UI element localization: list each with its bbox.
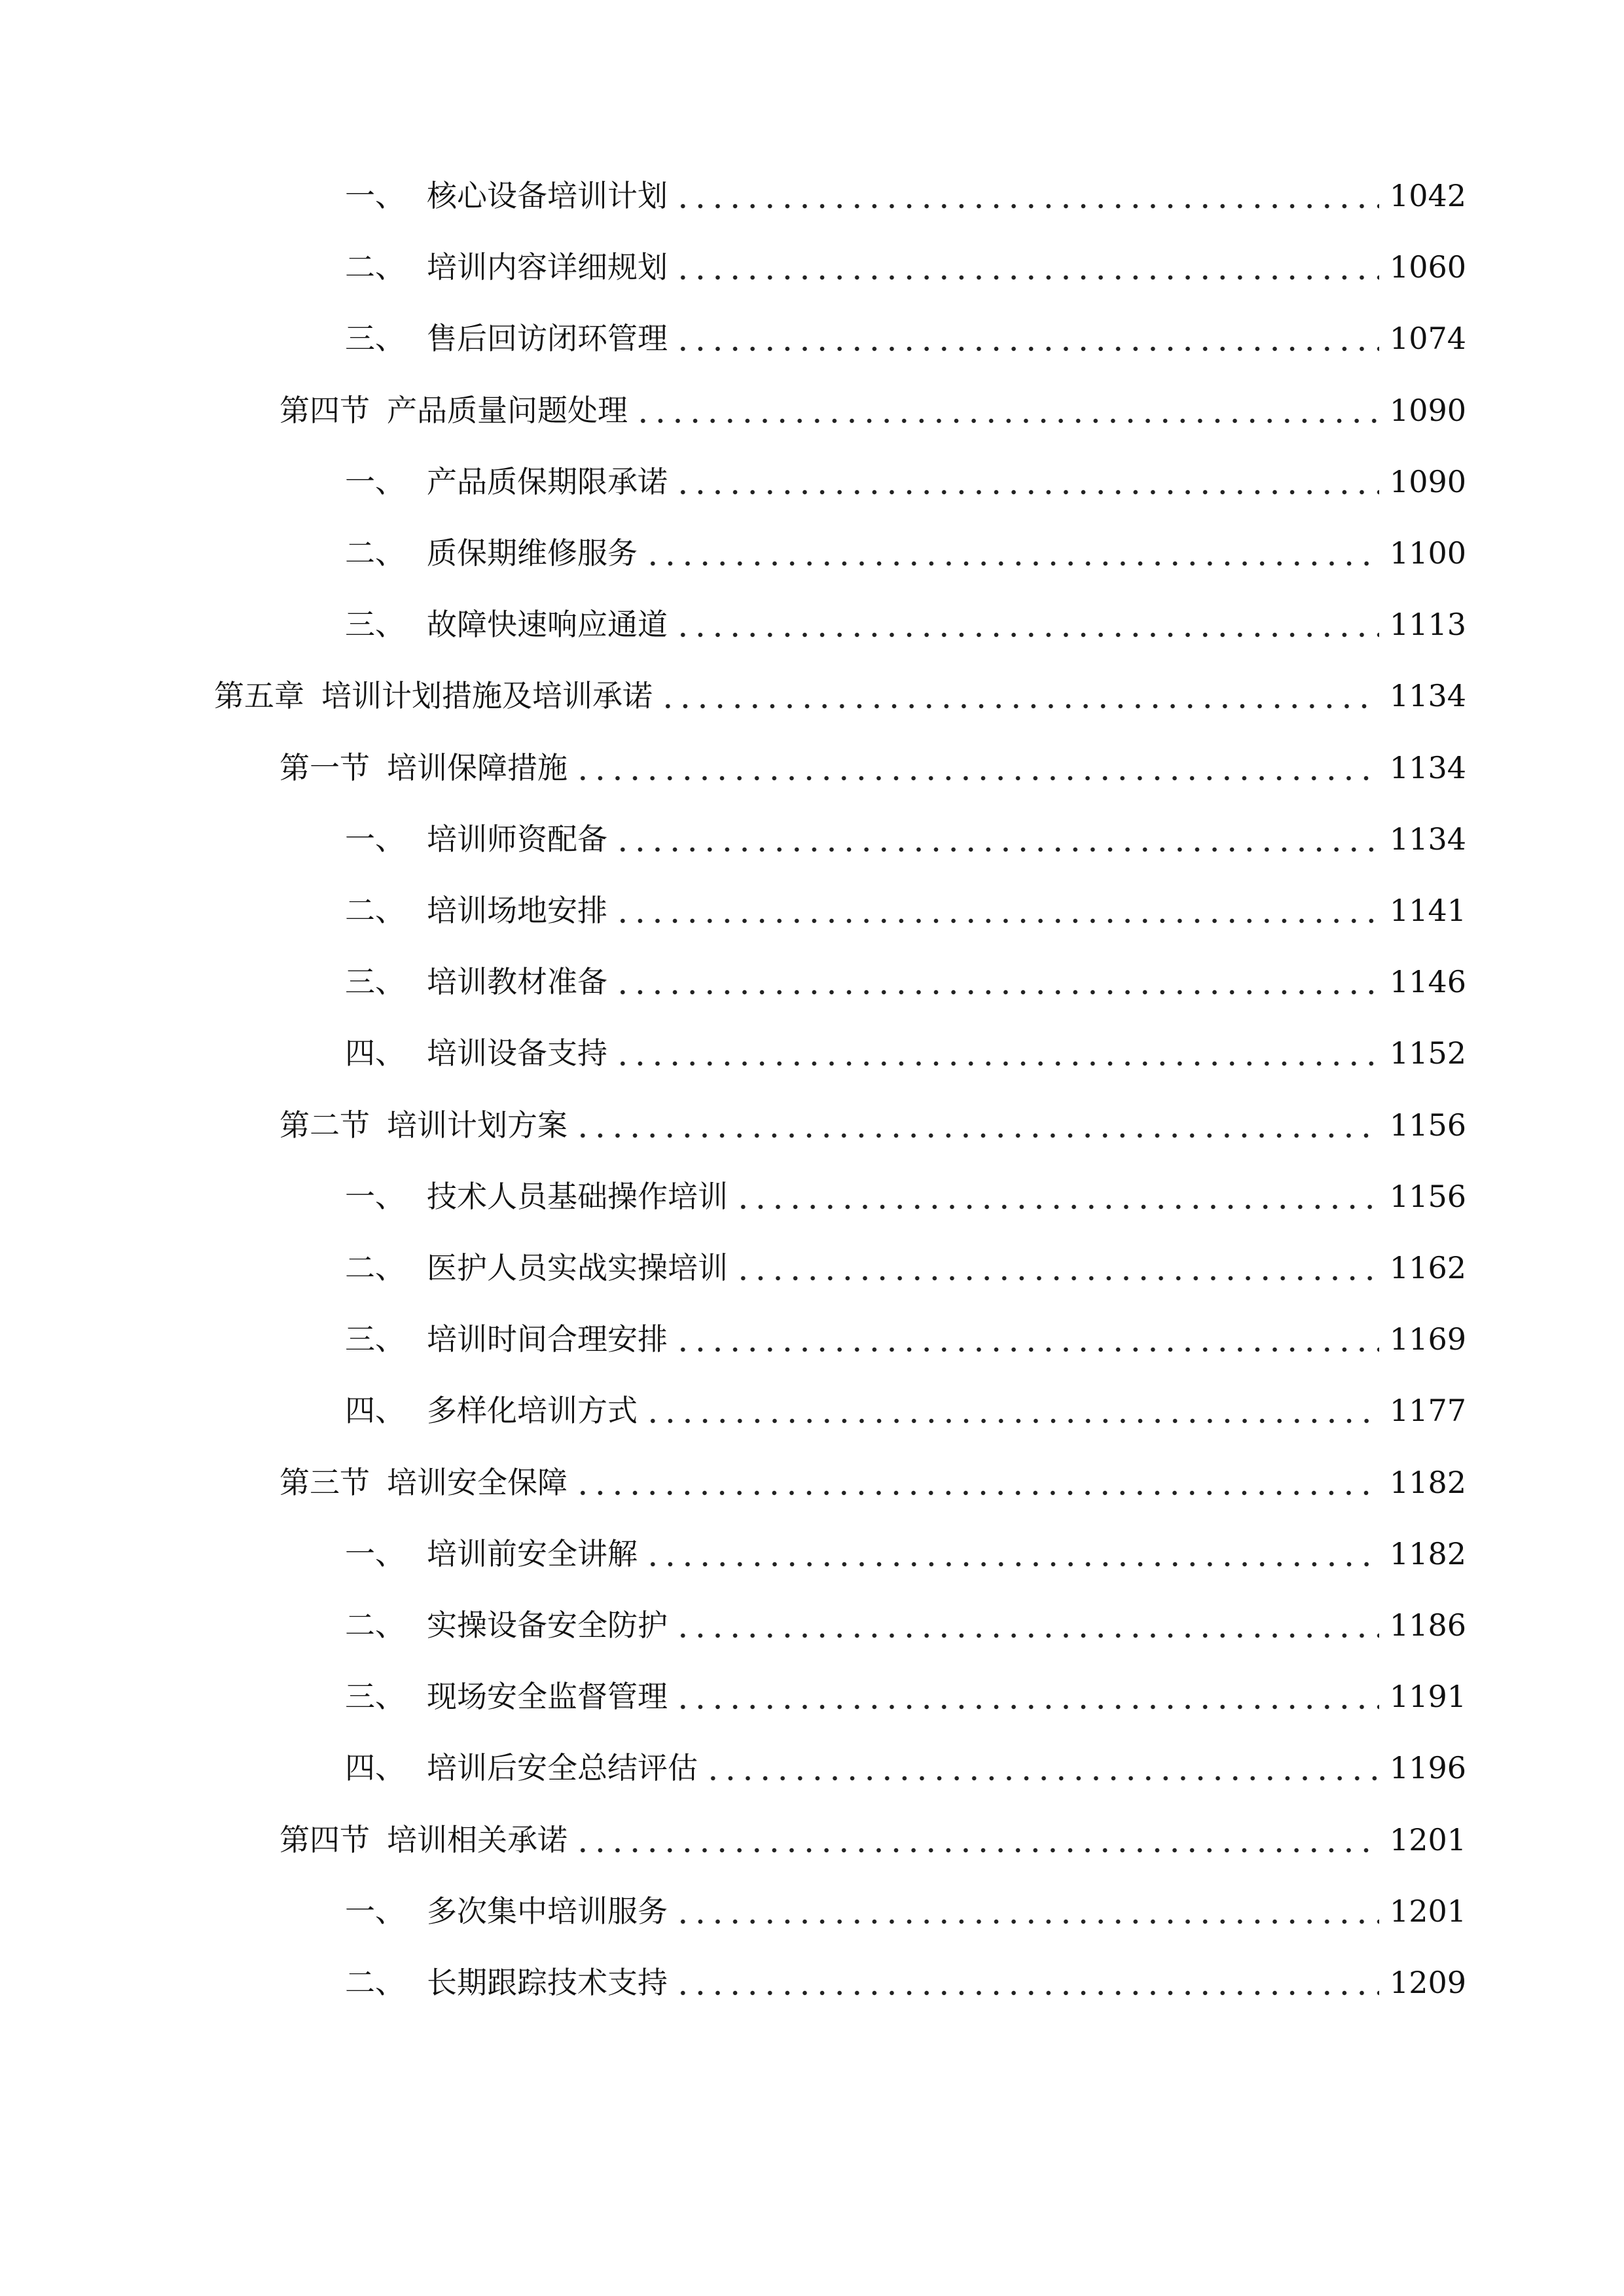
toc-entry-title: 培训内容详细规划 <box>427 249 668 285</box>
toc-entry-title: 培训相关承诺 <box>387 1821 568 1857</box>
toc-dot-leader <box>644 530 1379 576</box>
toc-entry-title: 培训后安全总结评估 <box>427 1750 698 1786</box>
toc-dot-leader <box>674 244 1379 290</box>
toc-entry[interactable] <box>280 1817 1466 1863</box>
toc-dot-leader <box>674 459 1379 505</box>
toc-entry[interactable] <box>345 1960 1466 2005</box>
toc-entry-title: 培训保障措施 <box>387 749 568 785</box>
toc-entry-title: 产品质保期限承诺 <box>427 463 668 499</box>
toc-entry-number: 二、 <box>345 1607 405 1643</box>
toc-entry-number: 第五章 <box>214 678 304 714</box>
toc-dot-leader <box>674 1674 1379 1719</box>
toc-entry[interactable] <box>345 1245 1466 1291</box>
toc-dot-leader <box>734 1245 1379 1291</box>
toc-dot-leader <box>614 816 1379 862</box>
toc-entry[interactable] <box>345 173 1466 219</box>
toc-entry-page-number: 1090 <box>1389 463 1466 499</box>
toc-entry[interactable] <box>345 1316 1466 1362</box>
toc-entry[interactable] <box>345 1030 1466 1076</box>
toc-entry-title: 培训场地安排 <box>427 893 607 928</box>
toc-entry[interactable] <box>280 1102 1466 1148</box>
toc-dot-leader <box>644 1388 1379 1433</box>
toc-dot-leader <box>644 1531 1379 1577</box>
toc-entry-number: 一、 <box>345 1535 405 1571</box>
toc-dot-leader <box>574 1460 1379 1505</box>
toc-dot-leader <box>704 1745 1379 1791</box>
toc-entry-title: 长期跟踪技术支持 <box>427 1965 668 2000</box>
toc-entry-title: 质保期维修服务 <box>427 535 638 571</box>
toc-dot-leader <box>574 745 1379 791</box>
toc-entry-number: 二、 <box>345 535 405 571</box>
toc-dot-leader <box>614 959 1379 1005</box>
toc-entry-page-number: 1201 <box>1389 1821 1466 1857</box>
toc-entry-title: 售后回访闭环管理 <box>427 321 668 357</box>
toc-entry-title: 培训计划措施及培训承诺 <box>321 678 653 714</box>
toc-entry-number: 一、 <box>345 821 405 857</box>
toc-entry-page-number: 1100 <box>1389 535 1466 571</box>
toc-entry-page-number: 1141 <box>1389 893 1466 928</box>
toc-entry-number: 一、 <box>345 463 405 499</box>
toc-entry-page-number: 1134 <box>1389 749 1466 785</box>
toc-entry-title: 医护人员实战实操培训 <box>427 1250 728 1285</box>
toc-entry-page-number: 1152 <box>1389 1035 1466 1071</box>
toc-entry-number: 二、 <box>345 1250 405 1285</box>
toc-entry-page-number: 1182 <box>1389 1464 1466 1500</box>
toc-entry[interactable] <box>345 530 1466 576</box>
toc-entry[interactable] <box>345 1888 1466 1934</box>
toc-entry-page-number: 1196 <box>1389 1750 1466 1786</box>
toc-entry-title: 产品质量问题处理 <box>387 392 628 428</box>
toc-entry[interactable] <box>345 1531 1466 1577</box>
toc-entry[interactable] <box>345 888 1466 933</box>
toc-entry-page-number: 1060 <box>1389 249 1466 285</box>
toc-entry-page-number: 1182 <box>1389 1535 1466 1571</box>
toc-entry-page-number: 1134 <box>1389 678 1466 714</box>
toc-entry-title: 培训教材准备 <box>427 964 607 1000</box>
toc-entry[interactable] <box>345 1674 1466 1719</box>
toc-entry-number: 一、 <box>345 1893 405 1929</box>
toc-entry[interactable] <box>214 673 1466 719</box>
toc-entry-number: 一、 <box>345 1178 405 1214</box>
toc-entry[interactable] <box>280 387 1466 433</box>
toc-entry-number: 四、 <box>345 1393 405 1429</box>
toc-entry-number: 四、 <box>345 1035 405 1071</box>
toc-entry-title: 实操设备安全防护 <box>427 1607 668 1643</box>
toc-entry[interactable] <box>345 244 1466 290</box>
toc-entry-number: 第二节 <box>280 1107 370 1143</box>
toc-entry[interactable] <box>345 1388 1466 1433</box>
toc-entry-number: 四、 <box>345 1750 405 1786</box>
toc-entry-number: 第三节 <box>280 1464 370 1500</box>
toc-entry-page-number: 1169 <box>1389 1321 1466 1357</box>
toc-entry-page-number: 1177 <box>1389 1393 1466 1429</box>
toc-entry[interactable] <box>345 816 1466 862</box>
toc-entry-title: 现场安全监督管理 <box>427 1679 668 1715</box>
toc-entry-page-number: 1146 <box>1389 964 1466 1000</box>
toc-entry-number: 一、 <box>345 178 405 213</box>
toc-dot-leader <box>674 315 1379 361</box>
toc-entry-page-number: 1186 <box>1389 1607 1466 1643</box>
toc-entry-title: 故障快速响应通道 <box>427 607 668 643</box>
toc-entry[interactable] <box>345 1745 1466 1791</box>
toc-entry-page-number: 1074 <box>1389 321 1466 357</box>
toc-entry-page-number: 1042 <box>1389 178 1466 213</box>
toc-entry-title: 培训前安全讲解 <box>427 1535 638 1571</box>
toc-entry-number: 第一节 <box>280 749 370 785</box>
toc-entry-number: 三、 <box>345 607 405 643</box>
toc-entry[interactable] <box>345 315 1466 361</box>
toc-entry-title: 技术人员基础操作培训 <box>427 1178 728 1214</box>
toc-dot-leader <box>614 1030 1379 1076</box>
toc-entry-number: 三、 <box>345 1679 405 1715</box>
toc-entry-page-number: 1156 <box>1389 1107 1466 1143</box>
toc-dot-leader <box>674 173 1379 219</box>
toc-entry-number: 三、 <box>345 321 405 357</box>
toc-dot-leader <box>674 1960 1379 2005</box>
toc-entry-title: 培训设备支持 <box>427 1035 607 1071</box>
toc-dot-leader <box>659 673 1379 719</box>
toc-entry-page-number: 1162 <box>1389 1250 1466 1285</box>
toc-entry-page-number: 1113 <box>1389 607 1466 643</box>
toc-entry-page-number: 1134 <box>1389 821 1466 857</box>
toc-entry-title: 核心设备培训计划 <box>427 178 668 213</box>
toc-entry[interactable] <box>345 1602 1466 1648</box>
toc-entry[interactable] <box>345 1174 1466 1219</box>
toc-dot-leader <box>634 387 1379 433</box>
toc-entry-title: 多次集中培训服务 <box>427 1893 668 1929</box>
toc-entry-page-number: 1201 <box>1389 1893 1466 1929</box>
toc-entry-number: 第四节 <box>280 1821 370 1857</box>
toc-entry-number: 第四节 <box>280 392 370 428</box>
toc-entry[interactable] <box>345 959 1466 1005</box>
toc-entry-page-number: 1209 <box>1389 1965 1466 2000</box>
toc-entry[interactable] <box>280 1460 1466 1505</box>
toc-entry-page-number: 1191 <box>1389 1679 1466 1715</box>
toc-dot-leader <box>574 1817 1379 1863</box>
toc-entry[interactable] <box>280 745 1466 791</box>
toc-entry-number: 三、 <box>345 1321 405 1357</box>
toc-entry-number: 二、 <box>345 893 405 928</box>
toc-entry-number: 二、 <box>345 249 405 285</box>
toc-entry[interactable] <box>345 459 1466 505</box>
toc-dot-leader <box>614 888 1379 933</box>
toc-dot-leader <box>734 1174 1379 1219</box>
toc-entry-page-number: 1156 <box>1389 1178 1466 1214</box>
toc-entry-title: 培训安全保障 <box>387 1464 568 1500</box>
toc-entry-number: 三、 <box>345 964 405 1000</box>
toc-entry[interactable] <box>345 601 1466 647</box>
toc-entry-title: 培训时间合理安排 <box>427 1321 668 1357</box>
toc-entry-title: 培训计划方案 <box>387 1107 568 1143</box>
toc-dot-leader <box>674 1316 1379 1362</box>
toc-entry-number: 二、 <box>345 1965 405 2000</box>
toc-entry-title: 培训师资配备 <box>427 821 607 857</box>
toc-dot-leader <box>674 1602 1379 1648</box>
toc-dot-leader <box>674 601 1379 647</box>
toc-dot-leader <box>674 1888 1379 1934</box>
toc-entry-title: 多样化培训方式 <box>427 1393 638 1429</box>
toc-entry-page-number: 1090 <box>1389 392 1466 428</box>
toc-dot-leader <box>574 1102 1379 1148</box>
